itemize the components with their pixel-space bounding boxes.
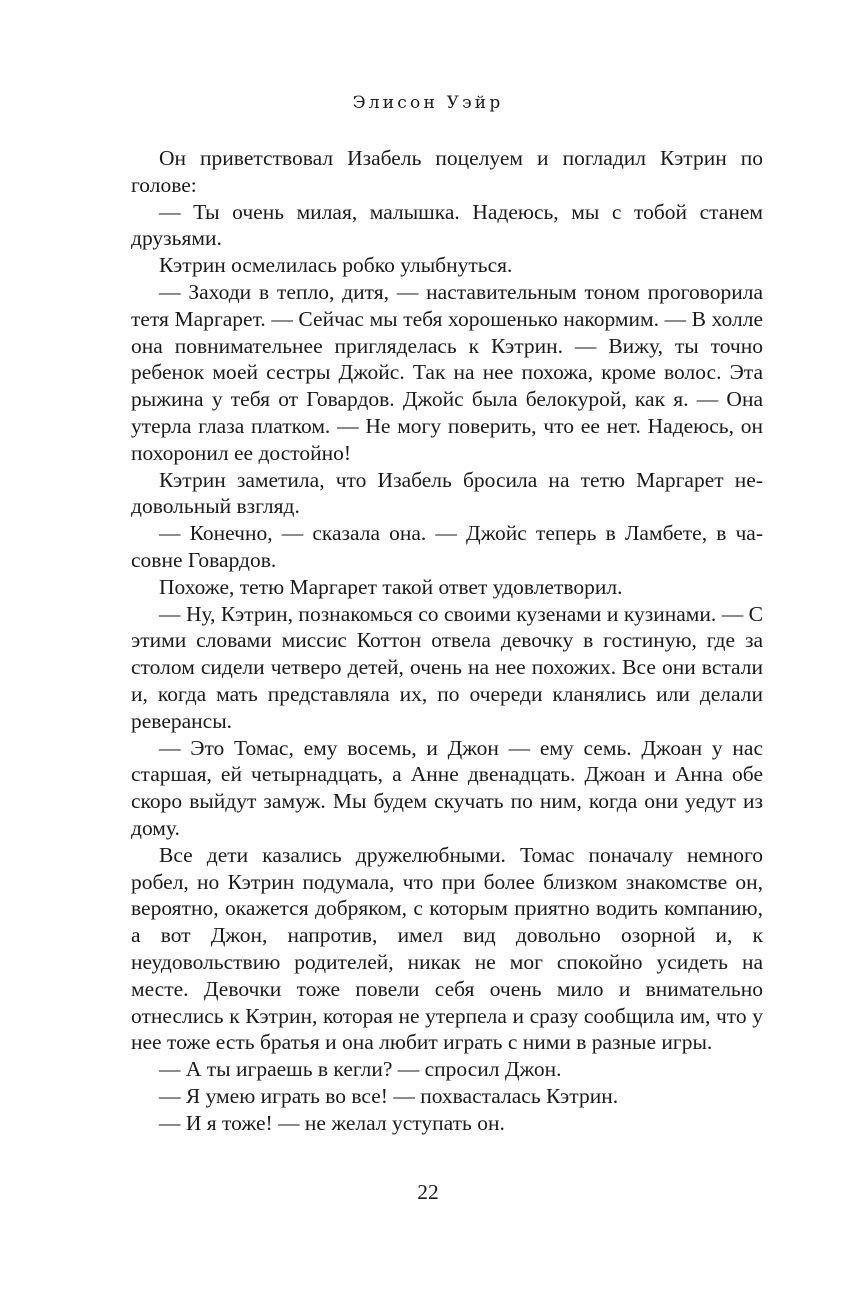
paragraph: Он приветствовал Изабель поцелуем и погладил Кэтрин по голове: xyxy=(131,146,763,197)
paragraph: Кэтрин заметила, что Изабель бросила на тетю Маргарет недовольный взгляд. xyxy=(131,467,763,519)
paragraph: — Ну, Кэтрин, познакомься со своими кузенами и кузинами. — С этими словами миссис Коттон отвела девочку в гостиную, где за столом сидели четверо детей, очень на нее похожих. Все они встали и, когда мать представляла их, по очереди кланялись или делали реверансы. xyxy=(131,601,763,733)
paragraph: — И я тоже! — не желал уступать он. xyxy=(159,1110,505,1135)
paragraph: — Заходи в тепло, дитя, — наставительным тоном проговорила тетя Маргарет. — Сейчас мы тебя хорошенько накормим. — В холле она повнимательнее пригляделась к Кэтрин. — Вижу, ты точно ребенок моей сестры Джойс. Так на нее похожа, кроме волос. Эта рыжина у тебя от Говардов. Джойс была белокурой, как я. — Она утерла глаза платком. — Не могу поверить, что ее нет. Надеюсь, он похоронил ее достойно! xyxy=(131,279,763,465)
paragraph: Все дети казались дружелюбными. Томас поначалу немного робел, но Кэтрин подумала, что при более близком знакомстве он, вероятно, окажется добряком, с которым приятно водить компанию, а вот Джон, напротив, имел вид довольно озорной и, к неудовольствию родителей, никак не мог спокойно усидеть на месте. Девочки тоже повели себя очень мило и внимательно отнеслись к Кэтрин, которая не утерпела и сразу сообщила им, что у нее тоже есть братья и она любит играть с ними в разные игры. xyxy=(131,842,763,1055)
paragraph: — Ты очень милая, малышка. Надеюсь, мы с тобой станем друзьями. xyxy=(131,199,763,251)
body-text xyxy=(131,145,763,1136)
paragraph: Кэтрин осмелилась робко улыбнуться. xyxy=(159,253,513,278)
page-number: 22 xyxy=(417,1180,439,1204)
paragraph: — Это Томас, ему восемь, и Джон — ему семь. Джоан у нас старшая, ей четырнадцать, а Анне двенадцать. Джоан и Анна обе скоро выйдут замуж. Мы будем скучать по ним, когда они уедут из дому. xyxy=(131,735,763,840)
paragraph: — Я умею играть во все! — похвасталась Кэтрин. xyxy=(159,1083,619,1108)
paragraph: — А ты играешь в кегли? — спросил Джон. xyxy=(159,1057,562,1082)
paragraph: — Конечно, — сказала она. — Джойс теперь в Ламбете, в часовне Говардов. xyxy=(131,521,763,572)
paragraph: Похоже, тетю Маргарет такой ответ удовлетворил. xyxy=(159,574,623,599)
running-head-author: Элисон Уэйр xyxy=(352,93,504,113)
